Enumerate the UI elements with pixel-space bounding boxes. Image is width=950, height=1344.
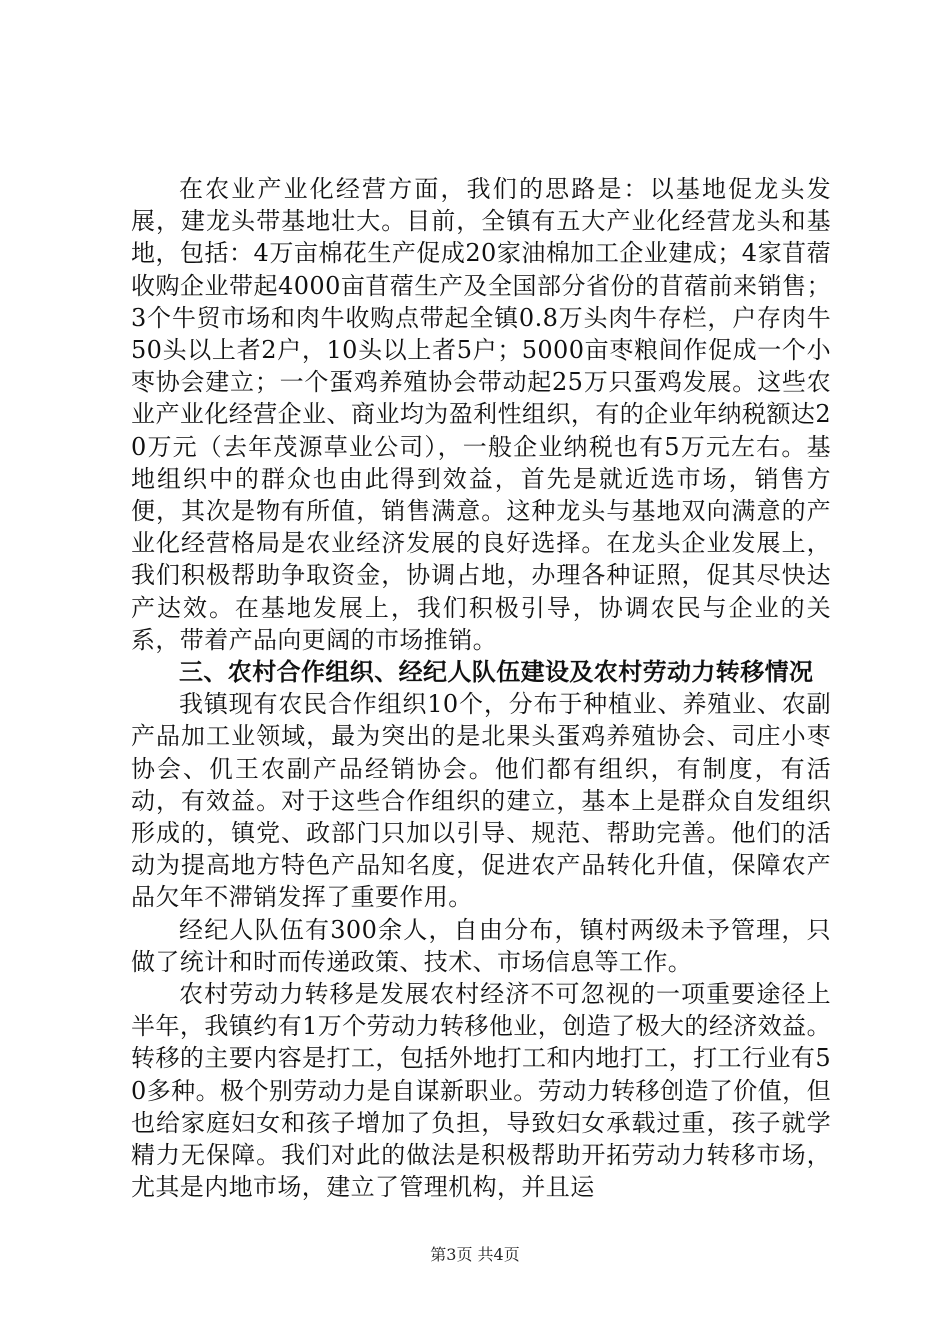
page-footer: 第3页 共4页	[430, 1245, 520, 1264]
paragraph-industrialization: 在农业产业化经营方面，我们的思路是：以基地促龙头发展，建龙头带基地壮大。目前，全镇有五大产业化经营龙头和基地，包括：4万亩棉花生产促成20家油棉加工企业建成；4家苜蓿收购企业带起4000亩苜蓿生产及全国部分省份的苜蓿前来销售；3个牛贸市场和肉牛收购点带起全镇0.8万头肉牛存栏，户存肉牛50头以上者2户，10头以上者5户；5000亩枣粮间作促成一个小枣协会建立；一个蛋鸡养殖协会带动起25万只蛋鸡发展。这些农业产业化经营企业、商业均为盈利性组织，有的企业年纳税额达20万元（去年茂源草业公司），一般企业纳税也有5万元左右。基地组织中的群众也由此得到效益，首先是就近选市场，销售方便，其次是物有所值，销售满意。这种龙头与基地双向满意的产业化经营格局是农业经济发展的良好选择。在龙头企业发展上，我们积极帮助争取资金，协调占地，办理各种证照，促其尽快达产达效。在基地发展上，我们积极引导，协调农民与企业的关系，带着产品向更阔的市场推销。	[131, 175, 831, 654]
paragraph-cooperatives: 我镇现有农民合作组织10个，分布于种植业、养殖业、农副产品加工业领域，最为突出的是北果头蛋鸡养殖协会、司庄小枣协会、仉王农副产品经销协会。他们都有组织，有制度，有活动，有效益。对于这些合作组织的建立，基本上是群众自发组织形成的，镇党、政部门只加以引导、规范、帮助完善。他们的活动为提高地方特色产品知名度，促进农产品转化升值，保障农产品欠年不滞销发挥了重要作用。	[131, 690, 831, 912]
section-heading: 三、农村合作组织、经纪人队伍建设及农村劳动力转移情况	[179, 657, 814, 687]
paragraph-brokers: 经纪人队伍有300余人，自由分布，镇村两级未予管理，只做了统计和时而传递政策、技术、市场信息等工作。	[131, 915, 831, 976]
document-body	[131, 173, 831, 1204]
paragraph-labor-transfer: 农村劳动力转移是发展农村经济不可忽视的一项重要途径上半年，我镇约有1万个劳动力转移他业，创造了极大的经济效益。转移的主要内容是打工，包括外地打工和内地打工，打工行业有50多种。极个别劳动力是自谋新职业。劳动力转移创造了价值，但也给家庭妇女和孩子增加了负担，导致妇女承载过重，孩子就学精力无保障。我们对此的做法是积极帮助开拓劳动力转移市场，尤其是内地市场，建立了管理机构，并且运	[131, 980, 831, 1202]
